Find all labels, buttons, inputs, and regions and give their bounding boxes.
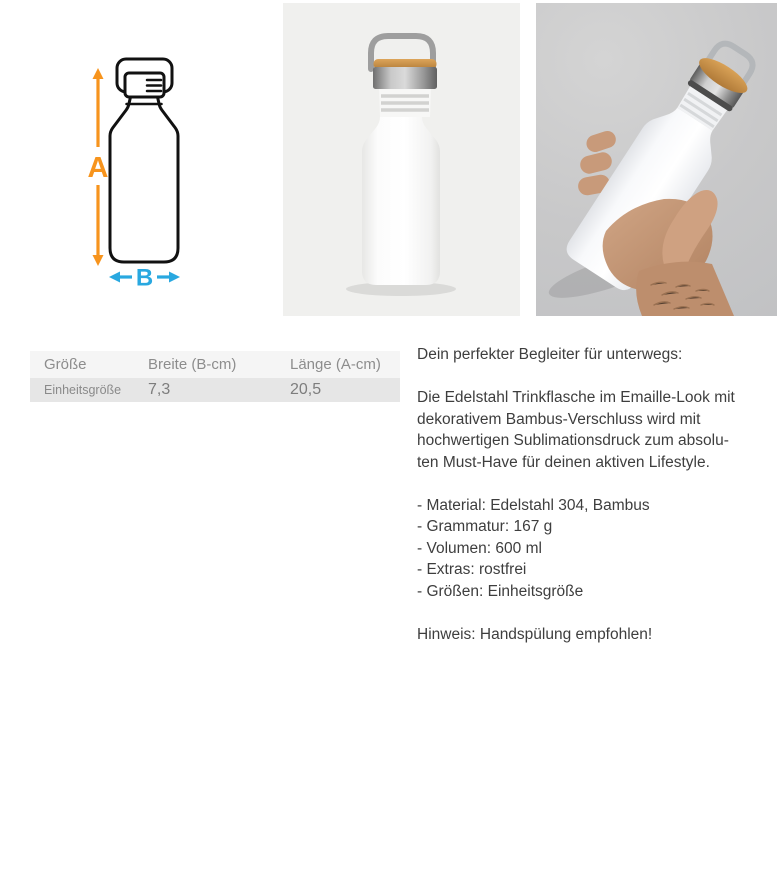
spacer bbox=[417, 473, 769, 495]
bottle-body bbox=[362, 117, 440, 285]
width-dimension-arrow bbox=[109, 265, 180, 292]
description-body-line: ten Must-Have für deinen aktiven Lifestyle. bbox=[417, 453, 710, 471]
size-table-header bbox=[30, 351, 400, 378]
size-value: Einheitsgröße bbox=[44, 383, 122, 397]
spec-item: - Material: Edelstahl 304, Bambus bbox=[417, 496, 650, 514]
product-photo-hand bbox=[536, 3, 777, 316]
size-table-row bbox=[30, 378, 400, 402]
width-label: B bbox=[135, 264, 154, 292]
spec-item: - Volumen: 600 ml bbox=[417, 539, 542, 557]
column-header-size: Größe bbox=[44, 356, 87, 373]
spacer bbox=[417, 602, 769, 624]
description-body-line: dekorativem Bambus-Verschluss wird mit bbox=[417, 410, 701, 428]
height-dimension-arrow bbox=[88, 68, 109, 266]
column-header-length: Länge (A-cm) bbox=[290, 356, 381, 373]
size-diagram bbox=[0, 0, 280, 330]
care-note: Hinweis: Handspülung empfohlen! bbox=[417, 625, 653, 643]
length-value: 20,5 bbox=[290, 381, 322, 398]
bottle-front-illustration bbox=[283, 3, 520, 316]
description-intro: Dein perfekter Begleiter für unterwegs: bbox=[417, 346, 683, 363]
spec-item: - Größen: Einheitsgröße bbox=[417, 582, 584, 600]
bottle-outline-drawing bbox=[110, 59, 178, 262]
description-body-line: Die Edelstahl Trinkflasche im Emaille-Look mit bbox=[417, 389, 735, 406]
spacer bbox=[417, 366, 769, 388]
bottle-in-hand-illustration bbox=[536, 3, 777, 316]
spec-item: - Extras: rostfrei bbox=[417, 561, 527, 578]
spec-item: - Grammatur: 167 g bbox=[417, 518, 553, 535]
description-body-line: hochwertigen Sublimationsdruck zum absolu- bbox=[417, 432, 729, 449]
height-label: A bbox=[87, 152, 109, 184]
product-description bbox=[417, 344, 769, 645]
steel-cap-band bbox=[373, 67, 437, 89]
size-table bbox=[30, 351, 400, 402]
column-header-width: Breite (B-cm) bbox=[148, 356, 237, 373]
width-value: 7,3 bbox=[148, 381, 171, 398]
product-photo-front bbox=[283, 3, 520, 316]
